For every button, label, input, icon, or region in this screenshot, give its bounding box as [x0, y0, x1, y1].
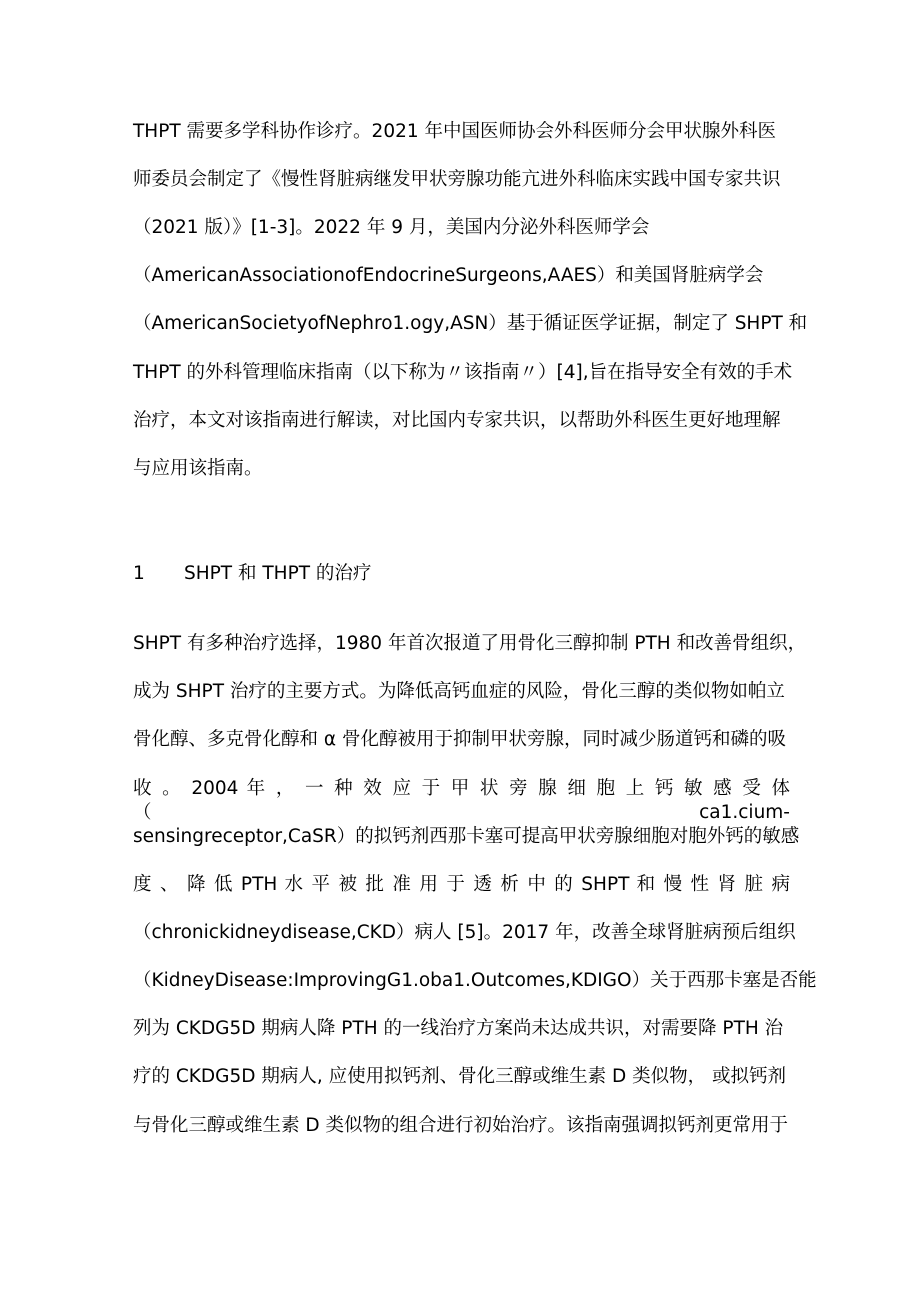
paragraph-line: THPT 的外科管理临床指南（以下称为〃该指南〃）[4],旨在指导安全有效的手术 [133, 362, 793, 383]
paragraph-line: sensingreceptor,CaSR）的拟钙剂西那卡塞可提高甲状旁腺细胞对胞外钙的敏感 [133, 826, 800, 847]
paragraph-line: （2021 版）》[1-3]。2022 年 9 月，美国内分泌外科医师学会 [133, 217, 650, 238]
paragraph-line: 与骨化三醇或维生素 D 类似物的组合进行初始治疗。该指南强调拟钙剂更常用于 [133, 1115, 789, 1136]
paragraph-line: 疗的 CKDG5D 期病人, 应使用拟钙剂、骨化三醇或维生素 D 类似物， 或拟钙剂 [133, 1066, 787, 1087]
paragraph-line: 治疗，本文对该指南进行解读，对比国内专家共识，以帮助外科医生更好地理解 [133, 410, 781, 431]
paragraph-line: THPT 需要多学科协作诊疗。2021 年中国医师协会外科医师分会甲状腺外科医 [133, 121, 777, 142]
paragraph-line: 收 。 2004 年 ， 一 种 效 应 于 甲 状 旁 腺 细 胞 上 钙 敏 感 受 体 （ca1.cium- [133, 778, 790, 823]
paragraph-line: （KidneyDisease:ImprovingG1.oba1.Outcomes,KDIGO）关于西那卡塞是否能 [133, 970, 817, 991]
paragraph-line: 成为 SHPT 治疗的主要方式。为降低高钙血症的风险，骨化三醇的类似物如帕立 [133, 681, 785, 702]
section-number: 1 [133, 563, 145, 584]
paragraph-line: 度 、 降 低 PTH 水 平 被 批 准 用 于 透 析 中 的 SHPT 和 慢 性 肾 脏 病 [133, 874, 790, 895]
paragraph-line: （chronickidneydisease,CKD）病人 [5]。2017 年，改善全球肾脏病预后组织 [133, 922, 796, 943]
paragraph-line: 与应用该指南。 [133, 458, 263, 479]
paragraph-line: 列为 CKDG5D 期病人降 PTH 的一线治疗方案尚未达成共识，对需要降 PTH 治 [133, 1018, 784, 1039]
paragraph-line: SHPT 有多种治疗选择，1980 年首次报道了用骨化三醇抑制 PTH 和改善骨组织， [133, 633, 807, 654]
paragraph-line: （AmericanSocietyofNephro1.ogy,ASN）基于循证医学证据，制定了 SHPT 和 [133, 313, 808, 334]
paragraph-line: （AmericanAssociationofEndocrineSurgeons,AAES）和美国肾脏病学会 [133, 265, 764, 286]
paragraph-line: 骨化醇、多克骨化醇和 α 骨化醇被用于抑制甲状旁腺，同时减少肠道钙和磷的吸 [133, 729, 786, 750]
section-title: SHPT 和 THPT 的治疗 [184, 563, 372, 584]
paragraph-line: 师委员会制定了《慢性肾脏病继发甲状旁腺功能亢进外科临床实践中国专家共识 [133, 169, 781, 190]
